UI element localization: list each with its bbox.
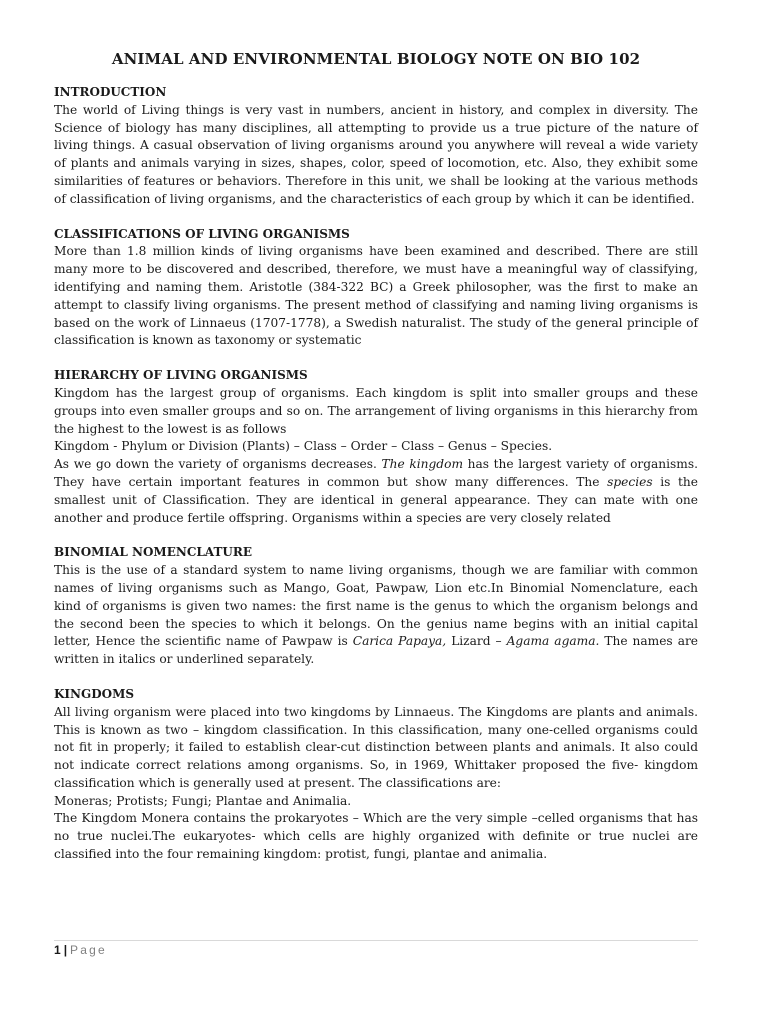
binomial-text-b: Lizard – (446, 634, 507, 649)
footer-separator: | (63, 943, 68, 957)
footer-divider (54, 940, 698, 941)
document-page (54, 50, 698, 881)
section-classifications (54, 226, 698, 351)
section-binomial (54, 544, 698, 669)
hierarchy-sequence: Kingdom - Phylum or Division (Plants) – Class – Order – Class – Genus – Species. (54, 439, 553, 454)
hierarchy-italic-kingdom: The kingdom (381, 457, 463, 472)
section-heading-introduction: INTRODUCTION (54, 85, 167, 99)
section-introduction (54, 84, 698, 209)
binomial-text-a: This is the use of a standard system to name living organisms, though we are familiar with common names of living organisms such as Mango, Goat, Pawpaw, Lion etc.In Binomial Nomenclature, each kind of organisms is given two names: the first name is the genus to which the organism belongs and the second been the species to which it belongs. On the genius name begins with an initial capital letter, Hence the scientific name of Pawpaw is (54, 563, 698, 649)
hierarchy-italic-species: species (607, 474, 653, 489)
binomial-italic-lizard: Agama agama. (506, 634, 600, 649)
hierarchy-paragraph-2 (54, 456, 698, 527)
kingdoms-list: Moneras; Protists; Fungi; Plantae and Animalia. (54, 793, 352, 808)
binomial-paragraph (54, 562, 698, 669)
kingdoms-paragraph-1: All living organism were placed into two kingdoms by Linnaeus. The Kingdoms are plants and animals. This is known as two – kingdom classification. In this classification, many one-celled organisms could not fit in properly; it failed to establish clear-cut distinction between plants and animals. It also could not indicate correct relations among organisms. So, in 1969, Whittaker proposed the five- kingdom classification which is generally used at present. The classifications are: (54, 704, 698, 790)
footer-page-label: Page (70, 943, 107, 957)
document-title: ANIMAL AND ENVIRONMENTAL BIOLOGY NOTE ON BIO 102 (111, 50, 641, 68)
classifications-paragraph: More than 1.8 million kinds of living organisms have been examined and described. There are still many more to be discovered and described, therefore, we must have a meaningful way of classifying, identifying and naming them. Aristotle (384-322 BC) a Greek philosopher, was the first to make an attempt to classify living organisms. The present method of classifying and naming living organisms is based on the work of Linnaeus (1707-1778), a Swedish naturalist. The study of the general principle of classification is known as taxonomy or systematic (54, 244, 698, 348)
introduction-paragraph: The world of Living things is very vast in numbers, ancient in history, and complex in diversity. The Science of biology has many disciplines, all attempting to provide us a true picture of the nature of living things. A casual observation of living organisms around you anywhere will reveal a wide variety of plants and animals varying in sizes, shapes, color, speed of locomotion, etc. Also, they exhibit some similarities of features or behaviors. Therefore in this unit, we shall be looking at the various methods of classification of living organisms, and the characteristics of each group by which it can be identified. (54, 102, 698, 206)
section-heading-hierarchy: HIERARCHY OF LIVING ORGANISMS (54, 368, 308, 383)
binomial-text-c: The names are written in italics or underlined separately. (54, 634, 698, 667)
section-hierarchy (54, 367, 698, 527)
hierarchy-text-a: As we go down the variety of organisms decreases. (54, 457, 382, 472)
kingdoms-paragraph-2: The Kingdom Monera contains the prokaryotes – Which are the very simple –celled organisms that has no true nuclei.The eukaryotes- which cells are highly organized with definite or true nuclei are classified into the four remaining kingdom: protist, fungi, plantae and animalia. (54, 811, 698, 862)
section-heading-binomial: BINOMIAL NOMENCLATURE (54, 545, 252, 560)
section-kingdoms (54, 686, 698, 864)
footer-page-number: 1 (54, 943, 61, 957)
page-footer (54, 943, 107, 957)
hierarchy-text-b: has the largest variety of organisms. They have certain important features in common but show many differences. The (54, 457, 698, 489)
section-heading-kingdoms: KINGDOMS (54, 686, 135, 701)
section-heading-classifications: CLASSIFICATIONS OF LIVING ORGANISMS (54, 226, 350, 241)
hierarchy-paragraph-1: Kingdom has the largest group of organisms. Each kingdom is split into smaller groups and these groups into even smaller groups and so on. The arrangement of living organisms in this hierarchy from the highest to the lowest is as follows (54, 385, 698, 436)
hierarchy-text-c: is the smallest unit of Classification. They are identical in general appearance. They can mate with one another and produce fertile offspring. Organisms within a species are very closely related (54, 474, 698, 525)
binomial-italic-pawpaw: Carica Papaya, (352, 634, 447, 649)
